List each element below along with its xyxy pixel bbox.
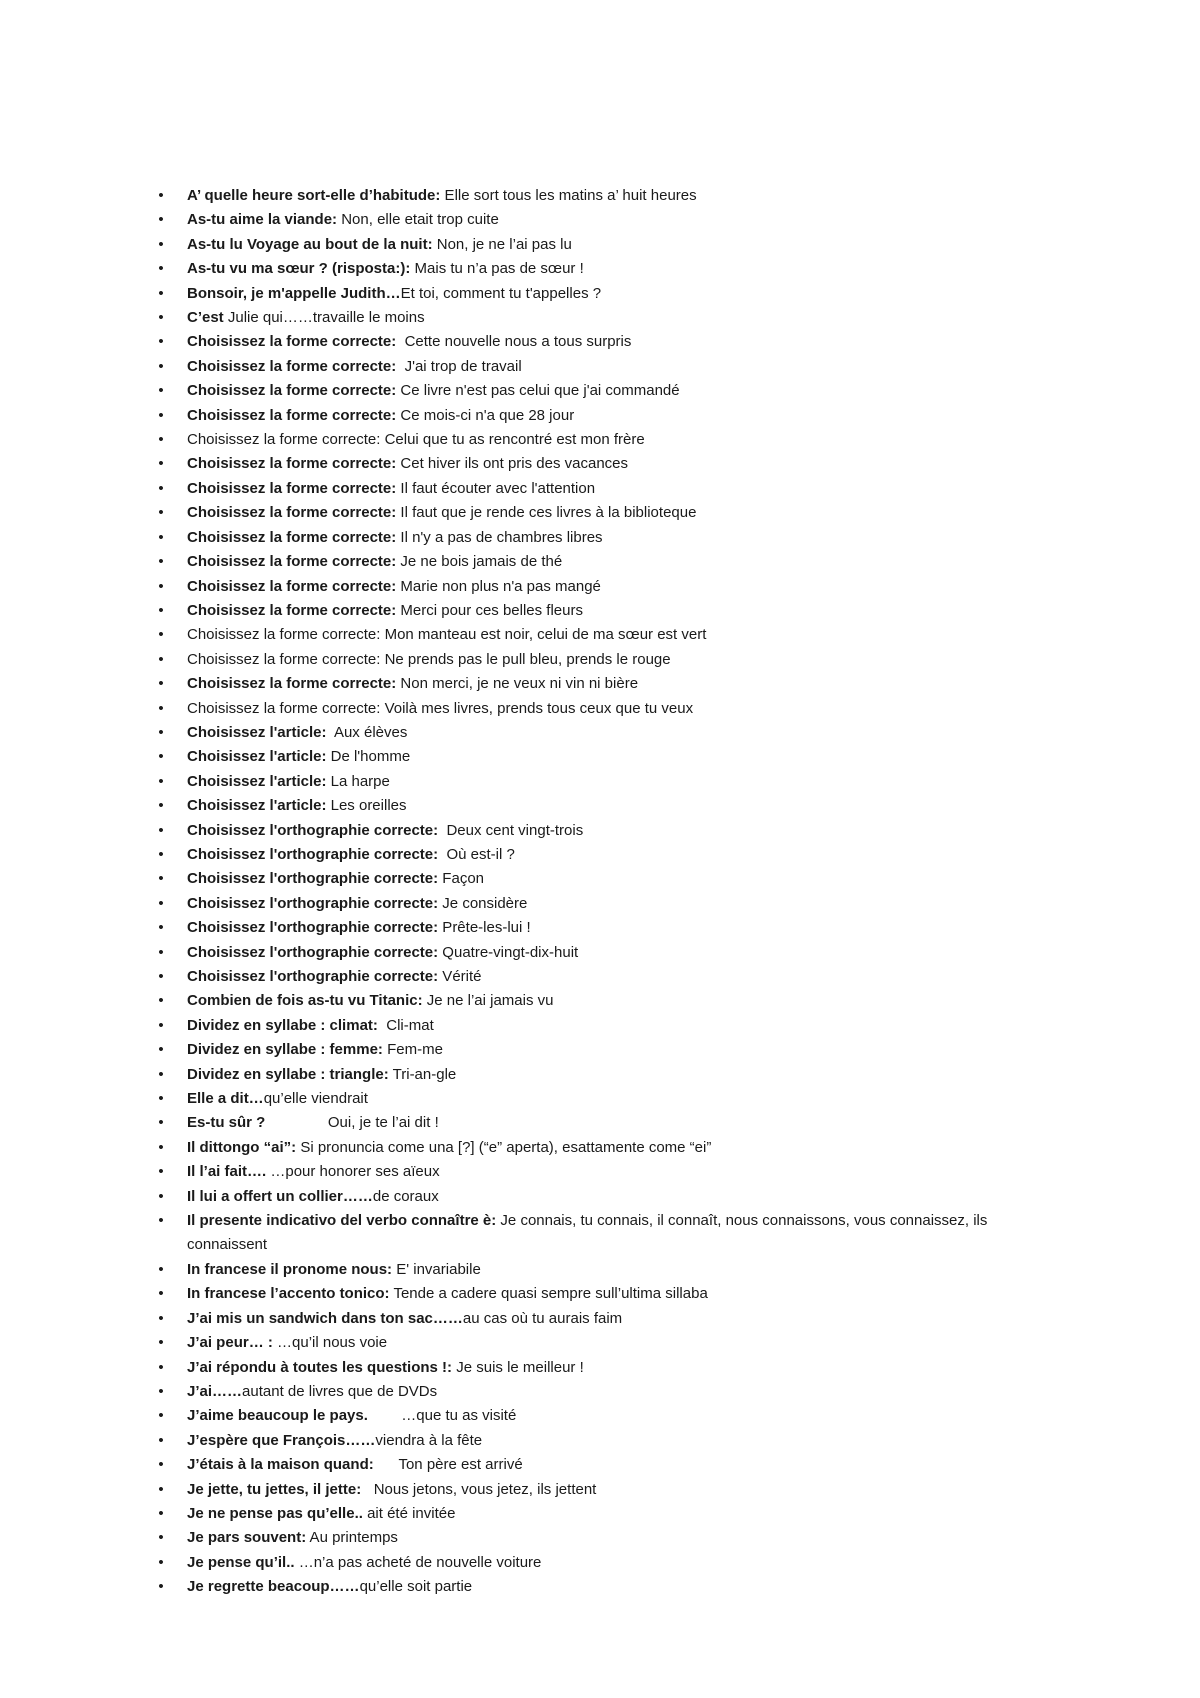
bullet-icon: •: [158, 1431, 164, 1449]
bullet-icon: •: [158, 1334, 164, 1352]
list-item: [155, 330, 1055, 354]
bullet-icon: •: [158, 919, 164, 937]
answer-text: Julie qui……travaille le moins: [223, 309, 425, 327]
answer-text: Oui, je te l’ai dit !: [265, 1114, 439, 1132]
answer-text: Où est-il ?: [438, 845, 515, 863]
question-text: Il lui a offert un collier……: [187, 1187, 373, 1205]
bullet-icon: •: [158, 1529, 164, 1547]
list-item: [155, 1380, 1055, 1404]
list-item: [155, 965, 1055, 989]
question-text: Choisissez l'article:: [187, 748, 327, 766]
answer-text: De l'homme: [326, 748, 411, 766]
list-item: [155, 1429, 1055, 1453]
list-item: [155, 282, 1055, 306]
bullet-icon: •: [158, 650, 164, 668]
bullet-icon: •: [158, 1016, 164, 1034]
answer-text: Celui que tu as rencontré est mon frère: [380, 431, 645, 449]
question-text: Je pars souvent:: [187, 1529, 307, 1547]
answer-text: Tende a cadere quasi sempre sull’ultima sillaba: [389, 1285, 708, 1303]
bullet-icon: •: [158, 1480, 164, 1498]
answer-text: Quatre-vingt-dix-huit: [438, 943, 579, 961]
bullet-icon: •: [158, 797, 164, 815]
bullet-icon: •: [158, 431, 164, 449]
bullet-icon: •: [158, 1187, 164, 1205]
answer-text: Non, je ne l’ai pas lu: [432, 235, 572, 253]
bullet-icon: •: [158, 675, 164, 693]
bullet-icon: •: [158, 577, 164, 595]
list-item: [155, 1160, 1055, 1184]
answer-text: Ne prends pas le pull bleu, prends le rouge: [380, 650, 671, 668]
list-item: [155, 989, 1055, 1013]
bullet-icon: •: [158, 1456, 164, 1474]
question-text: J’ai peur… :: [187, 1334, 273, 1352]
bullet-icon: •: [158, 1138, 164, 1156]
question-text: J’espère que François……: [187, 1431, 376, 1449]
question-text: As-tu vu ma sœur ? (risposta:):: [187, 260, 411, 278]
answer-text: Tri-an-gle: [388, 1065, 457, 1083]
list-item: [155, 1111, 1055, 1135]
answer-text: Cette nouvelle nous a tous surpris: [396, 333, 632, 351]
bullet-icon: •: [158, 1114, 164, 1132]
list-item: [155, 1258, 1055, 1282]
question-text: Choisissez l'orthographie correcte:: [187, 821, 439, 839]
qa-bullet-list: [155, 184, 1055, 1600]
bullet-icon: •: [158, 870, 164, 888]
answer-text: autant de livres que de DVDs: [242, 1382, 438, 1400]
list-item: [155, 721, 1055, 745]
answer-text: ait été invitée: [362, 1504, 456, 1522]
list-item: [155, 550, 1055, 574]
answer-text: Deux cent vingt-trois: [438, 821, 584, 839]
question-text: Je jette, tu jettes, il jette:: [187, 1480, 362, 1498]
answer-text: E' invariabile: [392, 1260, 481, 1278]
bullet-icon: •: [158, 333, 164, 351]
list-item: [155, 501, 1055, 525]
bullet-icon: •: [158, 821, 164, 839]
bullet-icon: •: [158, 528, 164, 546]
question-text: Je ne pense pas qu’elle..: [187, 1504, 363, 1522]
list-item: [155, 184, 1055, 208]
question-text: Choisissez l'orthographie correcte:: [187, 894, 439, 912]
question-text: Bonsoir, je m'appelle Judith…: [187, 284, 401, 302]
list-item: [155, 1356, 1055, 1380]
question-text: Choisissez la forme correcte:: [187, 577, 397, 595]
bullet-icon: •: [158, 894, 164, 912]
answer-text: Les oreilles: [326, 797, 407, 815]
answer-text: …pour honorer ses aïeux: [266, 1163, 440, 1181]
question-text: As-tu aime la viande:: [187, 211, 338, 229]
question-text: Il dittongo “ai”:: [187, 1138, 297, 1156]
answer-text: au cas où tu aurais faim: [462, 1309, 623, 1327]
list-item: [155, 1087, 1055, 1111]
list-item: [155, 916, 1055, 940]
bullet-icon: •: [158, 187, 164, 204]
bullet-icon: •: [158, 992, 164, 1010]
list-item: [155, 1063, 1055, 1087]
bullet-icon: •: [158, 406, 164, 424]
question-text: Choisissez l'orthographie correcte:: [187, 919, 439, 937]
question-text: Elle a dit…: [187, 1090, 264, 1108]
bullet-icon: •: [158, 284, 164, 302]
list-item: [155, 1502, 1055, 1526]
bullet-icon: •: [158, 382, 164, 400]
question-text: Choisissez la forme correcte:: [187, 626, 381, 644]
question-text: J’étais à la maison quand:: [187, 1456, 374, 1474]
question-text: Choisissez la forme correcte:: [187, 479, 397, 497]
answer-text: Il n'y a pas de chambres libres: [396, 528, 603, 546]
answer-text: Il faut que je rende ces livres à la biblioteque: [396, 504, 697, 522]
bullet-icon: •: [158, 1553, 164, 1571]
list-item: [155, 379, 1055, 403]
list-item: [155, 1185, 1055, 1209]
bullet-icon: •: [158, 1382, 164, 1400]
bullet-icon: •: [158, 235, 164, 253]
answer-text: La harpe: [326, 772, 390, 790]
question-text: Choisissez la forme correcte:: [187, 528, 397, 546]
answer-text: Au printemps: [306, 1529, 398, 1547]
answer-text: Cli-mat: [377, 1016, 434, 1034]
answer-text: J'ai trop de travail: [396, 357, 522, 375]
list-item: [155, 306, 1055, 330]
list-item: [155, 843, 1055, 867]
answer-text: viendra à la fête: [375, 1431, 483, 1449]
answer-text: Non merci, je ne veux ni vin ni bière: [396, 675, 639, 693]
bullet-icon: •: [158, 1285, 164, 1303]
list-item: [155, 208, 1055, 232]
answer-text: Je ne bois jamais de thé: [396, 553, 563, 571]
question-text: Combien de fois as-tu vu Titanic:: [187, 992, 423, 1010]
answer-text: Voilà mes livres, prends tous ceux que tu veux: [380, 699, 694, 717]
bullet-icon: •: [158, 211, 164, 229]
list-item: [155, 1014, 1055, 1038]
list-item: [155, 941, 1055, 965]
answer-text: Elle sort tous les matins a’ huit heures: [440, 187, 697, 204]
question-text: Choisissez la forme correcte:: [187, 406, 397, 424]
question-text: In francese il pronome nous:: [187, 1260, 393, 1278]
question-text: J’ai répondu à toutes les questions !:: [187, 1358, 453, 1376]
list-item: [155, 599, 1055, 623]
list-item: [155, 477, 1055, 501]
list-item: [155, 575, 1055, 599]
list-item: [155, 623, 1055, 647]
bullet-icon: •: [158, 1212, 164, 1230]
list-item: [155, 452, 1055, 476]
answer-text: Et toi, comment tu t'appelles ?: [400, 284, 602, 302]
question-text: Dividez en syllabe : femme:: [187, 1041, 383, 1059]
question-text: Choisissez la forme correcte:: [187, 601, 397, 619]
bullet-icon: •: [158, 1041, 164, 1059]
answer-text: Aux élèves: [326, 723, 408, 741]
bullet-icon: •: [158, 1260, 164, 1278]
bullet-icon: •: [158, 553, 164, 571]
list-item: [155, 770, 1055, 794]
question-text: Dividez en syllabe : climat:: [187, 1016, 378, 1034]
bullet-icon: •: [158, 455, 164, 473]
list-item: [155, 1575, 1055, 1599]
list-item: [155, 257, 1055, 281]
question-text: Choisissez la forme correcte:: [187, 357, 397, 375]
list-item: [155, 1478, 1055, 1502]
list-item: [155, 745, 1055, 769]
bullet-icon: •: [158, 504, 164, 522]
answer-text: qu’elle viendrait: [263, 1090, 368, 1108]
answer-text: Merci pour ces belles fleurs: [396, 601, 583, 619]
list-item: [155, 1453, 1055, 1477]
bullet-icon: •: [158, 260, 164, 278]
bullet-icon: •: [158, 626, 164, 644]
bullet-icon: •: [158, 968, 164, 985]
bullet-icon: •: [158, 772, 164, 790]
bullet-icon: •: [158, 845, 164, 863]
answer-text: Je considère: [438, 894, 528, 912]
answer-text: …qu’il nous voie: [272, 1334, 388, 1352]
bullet-icon: •: [158, 1309, 164, 1327]
answer-text: Ce mois-ci n'a que 28 jour: [396, 406, 575, 424]
bullet-icon: •: [158, 943, 164, 961]
list-item: [155, 1526, 1055, 1550]
list-item: [155, 233, 1055, 257]
answer-text: Mon manteau est noir, celui de ma sœur est vert: [380, 626, 707, 644]
answer-text: Ton père est arrivé: [373, 1456, 523, 1474]
question-text: A’ quelle heure sort-elle d’habitude:: [187, 187, 441, 204]
answer-text: Cet hiver ils ont pris des vacances: [396, 455, 629, 473]
question-text: In francese l’accento tonico:: [187, 1285, 390, 1303]
list-item: [155, 648, 1055, 672]
list-item: [155, 428, 1055, 452]
bullet-icon: •: [158, 1578, 164, 1596]
question-text: Choisissez la forme correcte:: [187, 455, 397, 473]
list-item: [155, 867, 1055, 891]
question-text: Choisissez la forme correcte:: [187, 675, 397, 693]
question-text: Choisissez la forme correcte:: [187, 504, 397, 522]
bullet-icon: •: [158, 357, 164, 375]
list-item: [155, 1136, 1055, 1160]
list-item: [155, 1209, 1055, 1258]
question-text: As-tu lu Voyage au bout de la nuit:: [187, 235, 433, 253]
bullet-icon: •: [158, 748, 164, 766]
answer-text: Fem-me: [382, 1041, 443, 1059]
question-text: Choisissez l'article:: [187, 772, 327, 790]
list-item: [155, 1282, 1055, 1306]
question-text: Choisissez l'orthographie correcte:: [187, 943, 439, 961]
list-item: [155, 1307, 1055, 1331]
list-item: [155, 819, 1055, 843]
question-text: C’est: [187, 309, 224, 327]
question-text: Choisissez l'orthographie correcte:: [187, 870, 439, 888]
answer-text: Si pronuncia come una [?] (“e” aperta), esattamente come “ei”: [296, 1138, 712, 1156]
question-text: Es-tu sûr ?: [187, 1114, 266, 1132]
question-text: Je regrette beacoup……: [187, 1578, 360, 1596]
question-text: Il presente indicativo del verbo connaître è:: [187, 1212, 497, 1230]
bullet-icon: •: [158, 601, 164, 619]
answer-text: Je connais, tu connais, il connaît, nous connaissons, vous connaissez, ils connaissent: [187, 1212, 992, 1254]
bullet-icon: •: [158, 309, 164, 327]
question-text: Il l’ai fait….: [187, 1163, 267, 1181]
question-text: J’ai……: [187, 1382, 243, 1400]
answer-text: de coraux: [372, 1187, 439, 1205]
question-text: J’aime beaucoup le pays.: [187, 1407, 368, 1425]
answer-text: Vérité: [438, 968, 482, 985]
answer-text: Je ne l’ai jamais vu: [422, 992, 554, 1010]
bullet-icon: •: [158, 479, 164, 497]
list-item: [155, 404, 1055, 428]
list-item: [155, 672, 1055, 696]
list-item: [155, 1404, 1055, 1428]
question-text: Choisissez la forme correcte:: [187, 333, 397, 351]
answer-text: Ce livre n'est pas celui que j'ai commandé: [396, 382, 680, 400]
list-item: [155, 1038, 1055, 1062]
list-item: [155, 794, 1055, 818]
answer-text: Nous jetons, vous jetez, ils jettent: [361, 1480, 597, 1498]
answer-text: Façon: [438, 870, 484, 888]
question-text: Choisissez la forme correcte:: [187, 431, 381, 449]
question-text: Choisissez l'article:: [187, 723, 327, 741]
question-text: Choisissez la forme correcte:: [187, 553, 397, 571]
question-text: Choisissez l'orthographie correcte:: [187, 968, 439, 985]
bullet-icon: •: [158, 1065, 164, 1083]
answer-text: …n’a pas acheté de nouvelle voiture: [294, 1553, 542, 1571]
answer-text: Mais tu n’a pas de sœur !: [410, 260, 584, 278]
list-item: [155, 892, 1055, 916]
list-item: [155, 526, 1055, 550]
question-text: J’ai mis un sandwich dans ton sac……: [187, 1309, 463, 1327]
answer-text: Non, elle etait trop cuite: [337, 211, 499, 229]
question-text: Je pense qu’il..: [187, 1553, 295, 1571]
question-text: Choisissez la forme correcte:: [187, 650, 381, 668]
answer-text: qu’elle soit partie: [359, 1578, 473, 1596]
answer-text: Il faut écouter avec l'attention: [396, 479, 596, 497]
list-item: [155, 1551, 1055, 1575]
question-text: Dividez en syllabe : triangle:: [187, 1065, 389, 1083]
bullet-icon: •: [158, 1090, 164, 1108]
list-item: [155, 1331, 1055, 1355]
question-text: Choisissez l'orthographie correcte:: [187, 845, 439, 863]
answer-text: Je suis le meilleur !: [452, 1358, 584, 1376]
bullet-icon: •: [158, 699, 164, 717]
bullet-icon: •: [158, 1358, 164, 1376]
bullet-icon: •: [158, 723, 164, 741]
answer-text: …que tu as visité: [367, 1407, 517, 1425]
bullet-icon: •: [158, 1163, 164, 1181]
answer-text: Prête-les-lui !: [438, 919, 531, 937]
question-text: Choisissez la forme correcte:: [187, 382, 397, 400]
question-text: Choisissez l'article:: [187, 797, 327, 815]
list-item: [155, 355, 1055, 379]
answer-text: Marie non plus n'a pas mangé: [396, 577, 601, 595]
list-item: [155, 697, 1055, 721]
question-text: Choisissez la forme correcte:: [187, 699, 381, 717]
bullet-icon: •: [158, 1504, 164, 1522]
bullet-icon: •: [158, 1407, 164, 1425]
